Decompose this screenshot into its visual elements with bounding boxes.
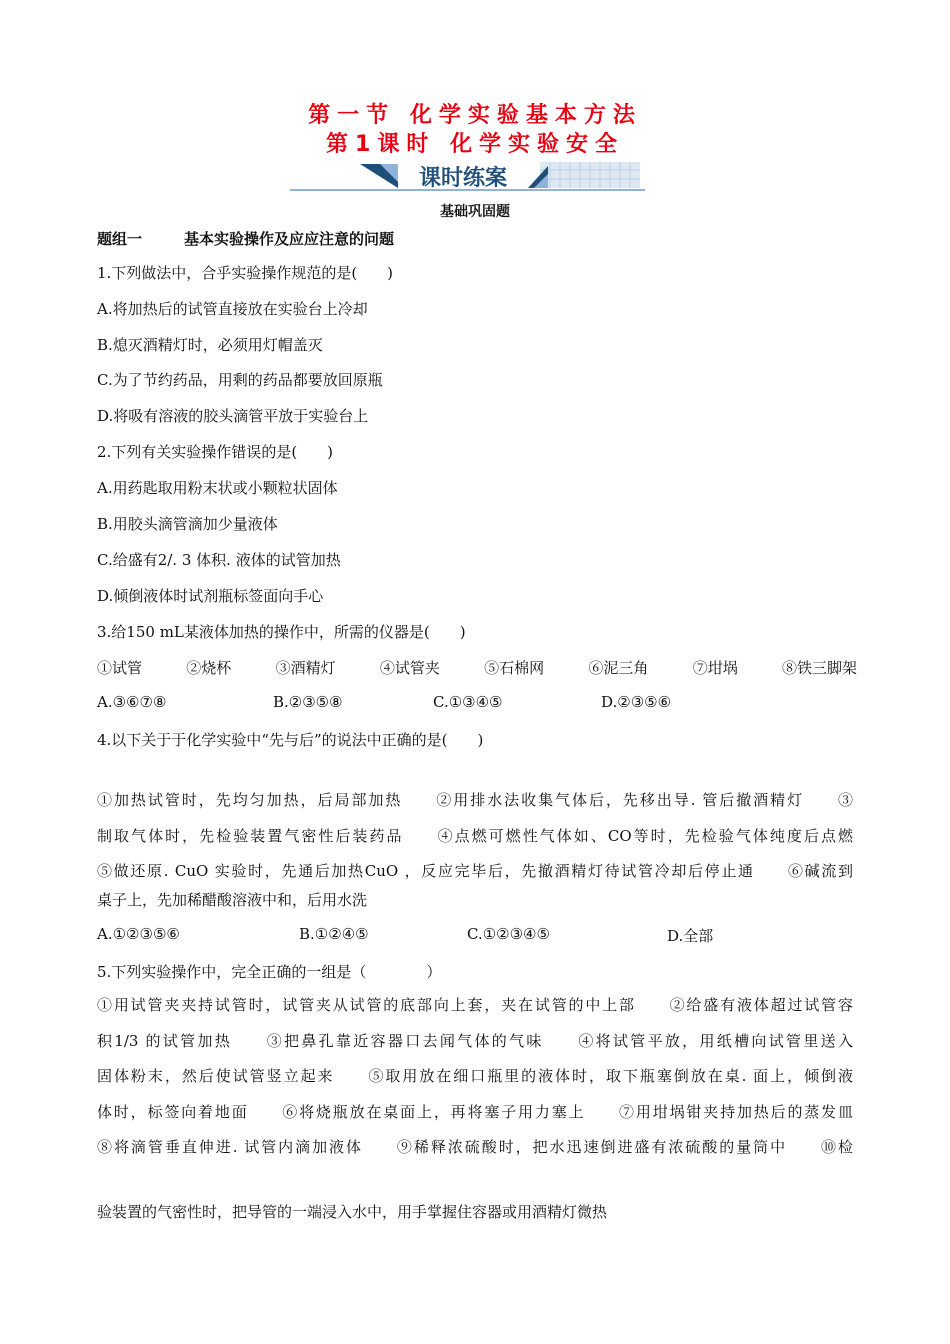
- group-title: 基本实验操作及应应注意的问题: [184, 230, 395, 248]
- q2-option-d: D.倾倒液体时试剂瓶标签面向手心: [97, 587, 324, 605]
- q4-line: ⑤做还原. CuO 实验时，先通后加热CuO ，反应完毕后，先撤酒精灯待试管冷却后停止通 ⑥碱流到: [97, 862, 853, 880]
- q3-item: ③酒精灯: [275, 659, 336, 677]
- q3-option-a: A.③⑥⑦⑧: [97, 693, 167, 711]
- group-label: 题组一: [97, 230, 143, 248]
- q5-line: ⑧将滴管垂直伸进. 试管内滴加液体 ⑨稀释浓硫酸时，把水迅速倒进盛有浓硫酸的量筒中 ⑩检: [97, 1138, 853, 1156]
- q3-item: ②烧杯: [186, 659, 232, 677]
- section-title: 第一节 化学实验基本方法: [308, 103, 642, 128]
- group-heading: [97, 228, 394, 249]
- q3-item: ⑦坩埚: [692, 659, 738, 677]
- q4-option-c: C.①②③④⑤: [467, 925, 550, 943]
- question-5-stem: 5.下列实验操作中，完全正确的一组是（ ）: [97, 963, 442, 981]
- banner: [290, 160, 645, 194]
- q5-line: ①用试管夹夹持试管时，试管夹从试管的底部向上套，夹在试管的中上部 ②给盛有液体超过试管容: [97, 996, 853, 1014]
- q1-option-b: B.熄灭酒精灯时，必须用灯帽盖灭: [97, 336, 323, 354]
- q1-option-a: A.将加热后的试管直接放在实验台上冷却: [97, 300, 368, 318]
- q3-item: ⑧铁三脚架: [781, 659, 857, 677]
- question-1-stem: 1.下列做法中，合乎实验操作规范的是( ): [97, 264, 394, 282]
- q4-line: 制取气体时，先检验装置气密性后装药品 ④点燃可燃性气体如、CO等时，先检验气体纯度后点燃: [97, 826, 853, 845]
- q2-option-c: C.给盛有2/. 3 体积. 液体的试管加热: [97, 551, 341, 569]
- q3-item: ⑤石棉网: [484, 659, 545, 677]
- banner-text: 课时练案: [418, 166, 508, 191]
- q3-items: [97, 657, 857, 678]
- q3-option-d: D.②③⑤⑥: [601, 693, 672, 711]
- question-2-stem: 2.下列有关实验操作错误的是( ): [97, 443, 334, 461]
- q4-option-d: D.全部: [667, 927, 714, 945]
- q2-option-b: B.用胶头滴管滴加少量液体: [97, 515, 278, 533]
- q4-options: [97, 925, 857, 946]
- question-4-stem: 4.以下关于于化学实验中“先与后”的说法中正确的是( ): [97, 731, 484, 749]
- q3-option-c: C.①③④⑤: [433, 693, 503, 711]
- q3-item: ①试管: [97, 659, 143, 677]
- q5-line: 固体粉末，然后使试管竖立起来 ⑤取用放在细口瓶里的液体时，取下瓶塞倒放在桌. 面上，倾倒液: [97, 1067, 853, 1085]
- q4-option-a: A.①②③⑤⑥: [97, 925, 180, 943]
- q3-item: ④试管夹: [379, 659, 440, 677]
- q3-option-b: B.②③⑤⑧: [273, 693, 343, 711]
- q5-last-line: 验装置的气密性时，把导管的一端浸入水中，用手掌握住容器或用酒精灯微热: [97, 1203, 608, 1221]
- q1-option-c: C.为了节约药品，用剩的药品都要放回原瓶: [97, 371, 383, 389]
- q4-option-b: B.①②④⑤: [299, 925, 369, 943]
- q2-option-a: A.用药匙取用粉末状或小颗粒状固体: [97, 479, 338, 497]
- q5-line: 积1/3 的试管加热 ③把鼻孔靠近容器口去闻气体的气味 ④将试管平放，用纸槽向试管里送入: [97, 1031, 853, 1050]
- question-3-stem: 3.给150 mL某液体加热的操作中，所需的仪器是( ): [97, 623, 466, 641]
- q5-line: 体时，标签向着地面 ⑥将烧瓶放在桌面上，再将塞子用力塞上 ⑦用坩埚钳夹持加热后的蒸发皿: [97, 1102, 853, 1121]
- subhead: 基础巩固题: [440, 204, 510, 220]
- q4-line: ①加热试管时，先均匀加热，后局部加热 ②用排水法收集气体后，先移出导. 管后撤酒精灯 ③: [97, 791, 853, 809]
- q1-option-d: D.将吸有溶液的胶头滴管平放于实验台上: [97, 407, 369, 425]
- lesson-title: 第1课时 化学实验安全: [326, 132, 624, 157]
- q4-body: [97, 783, 853, 890]
- q5-body: [97, 988, 853, 1166]
- q4-last-line: 桌子上，先加稀醋酸溶液中和，后用水洗: [97, 891, 368, 909]
- q3-options: [97, 693, 857, 711]
- q3-item: ⑥泥三角: [588, 659, 649, 677]
